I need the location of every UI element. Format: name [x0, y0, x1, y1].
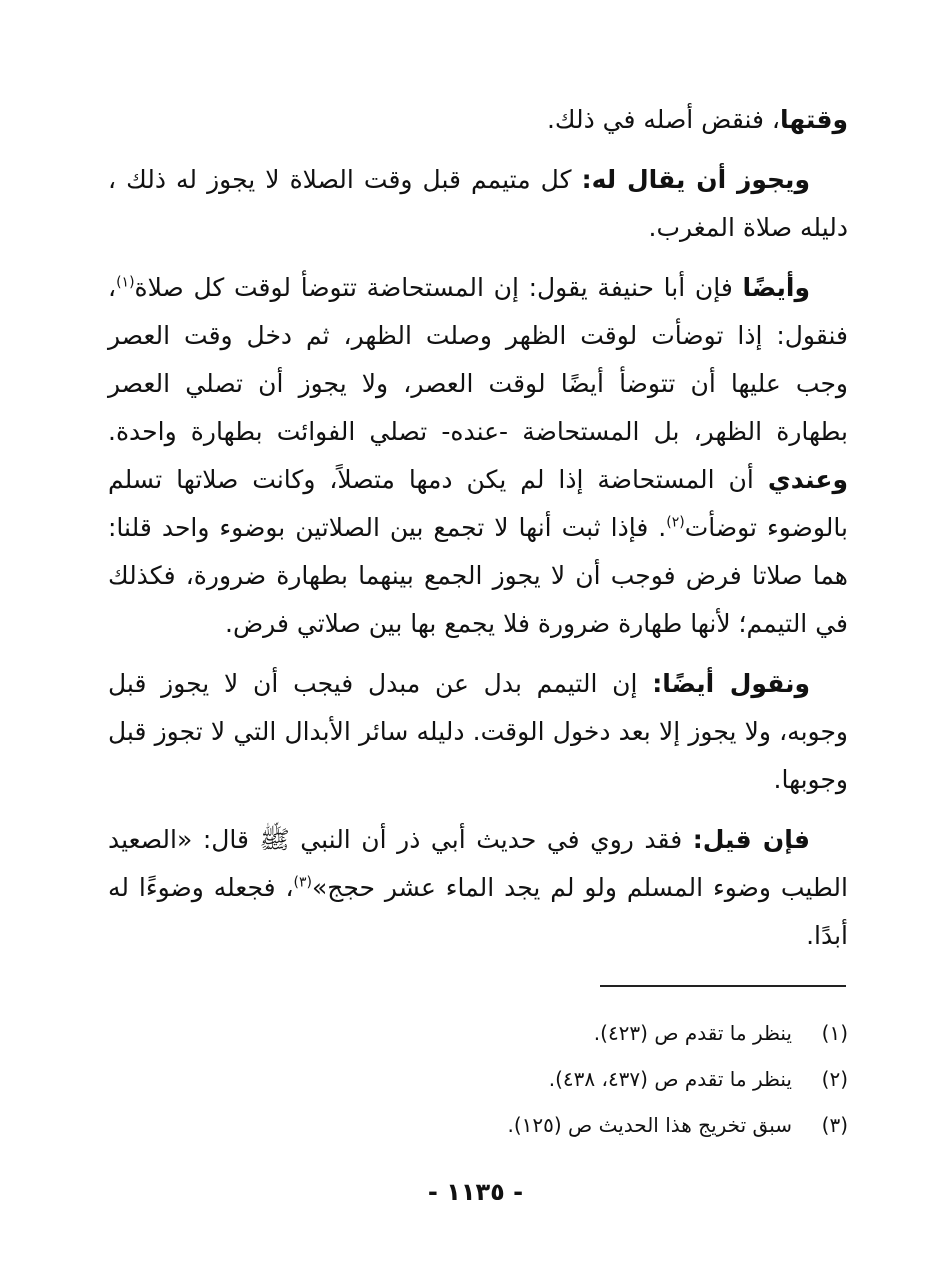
paragraph-text: . فإذا ثبت أنها لا تجمع بين الصلاتين بوضوء واحد قلنا: هما صلاتا فرض فوجب أن لا يجوز الجمع بينهما بطهارة ضرورة، فكذلك في التيمم؛ لأنها طهارة ضرورة فلا يجمع بها بين صلاتي فرض.: [108, 513, 848, 638]
paragraph-text: فإن أبا حنيفة يقول: إن المستحاضة تتوضأ لوقت كل صلاة: [134, 273, 743, 302]
paragraph-5: [108, 816, 848, 960]
paragraph-4: [108, 660, 848, 804]
footnote-text: ينظر ما تقدم ص (٤٢٣).: [593, 1021, 792, 1045]
page-number: - ١١٣٥ -: [427, 1178, 524, 1206]
footnote-number: (٢): [821, 1067, 848, 1091]
paragraph-3: [108, 264, 848, 648]
paragraph-text: فقد روي في حديث أبي ذر أن النبي ﷺ قال: «الصعيد الطيب وضوء المسلم ولو لم يجد الماء عشر حجج»: [108, 825, 848, 902]
footnote-divider: [600, 985, 846, 987]
paragraph-text: ، فنقول: إذا توضأت لوقت الظهر وصلت الظهر، ثم دخل وقت العصر وجب عليها أن تتوضأ أيضًا لوقت العصر، ولا يجوز أن تصلي العصر بطهارة الظهر، بل المستحاضة -عنده- تصلي الفوائت بطهارة واحدة.: [108, 273, 848, 446]
paragraph-text: ، فنقض أصله في ذلك.: [546, 105, 780, 134]
lead-phrase: وأيضًا: [742, 273, 810, 302]
lead-word: وقتها: [779, 105, 848, 134]
main-text: [108, 96, 848, 972]
footnotes: [300, 1010, 848, 1148]
lead-phrase: ويجوز أن يقال له:: [581, 165, 810, 194]
paragraph-2: [108, 156, 848, 252]
paragraph-text: كل متيمم قبل وقت الصلاة لا يجوز له ذلك ، دليله صلاة المغرب.: [108, 165, 848, 242]
footnote-1: [300, 1010, 848, 1056]
lead-phrase: ونقول أيضًا:: [652, 669, 811, 698]
paragraph-text: ، فجعله وضوءًا له أبدًا.: [108, 873, 848, 950]
footnote-ref-2: (٢): [666, 514, 685, 531]
footnote-3: [300, 1102, 848, 1148]
footnote-2: [300, 1056, 848, 1102]
footnote-ref-1: (١): [116, 274, 135, 291]
paragraph-text: أن المستحاضة إذا لم يكن دمها متصلاً، وكانت صلاتها تسلم بالوضوء توضأت: [108, 465, 848, 542]
lead-phrase: فإن قيل:: [692, 825, 810, 854]
footnote-number: (١): [821, 1021, 848, 1045]
footnote-text: سبق تخريج هذا الحديث ص (١٢٥).: [507, 1113, 792, 1137]
footnote-ref-3: (٣): [293, 874, 312, 891]
paragraph-text: إن التيمم بدل عن مبدل فيجب أن لا يجوز قبل وجوبه، ولا يجوز إلا بعد دخول الوقت. دليله سائر الأبدال التي لا تجوز قبل وجوبها.: [108, 669, 848, 794]
footnote-text: ينظر ما تقدم ص (٤٣٧، ٤٣٨).: [548, 1067, 792, 1091]
footnote-number: (٣): [821, 1113, 848, 1137]
paragraph-1: [108, 96, 848, 144]
lead-phrase: وعندي: [767, 465, 848, 494]
